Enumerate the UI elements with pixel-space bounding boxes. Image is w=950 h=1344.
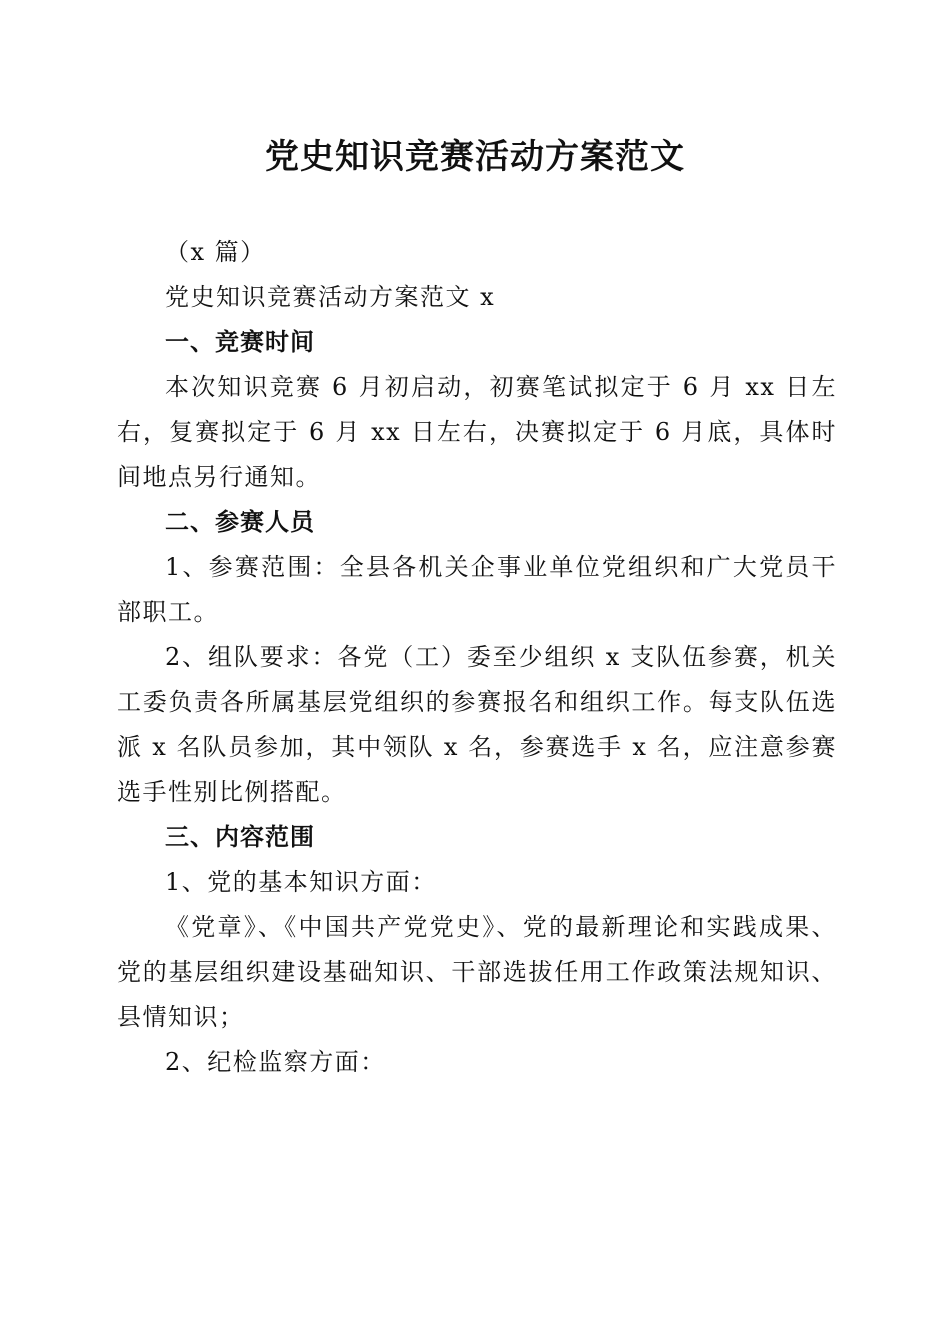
scope-item-2: 2、纪检监察方面：: [165, 1048, 386, 1076]
section-body-time: 本次知识竞赛 6 月初启动，初赛笔试拟定于 6 月 xx 日左右，复赛拟定于 6 月 xx 日左右，决赛拟定于 6 月底，具体时间地点另行通知。: [117, 373, 837, 491]
section-heading-time: 一、竞赛时间: [165, 328, 315, 356]
document-title: 党史知识竞赛活动方案范文: [265, 137, 685, 177]
participants-item-1: 1、参赛范围：全县各机关企事业单位党组织和广大党员干部职工。: [117, 553, 837, 626]
participants-item-2: 2、组队要求：各党（工）委至少组织 x 支队伍参赛，机关工委负责各所属基层党组织的参赛报名和组织工作。每支队伍选派 x 名队员参加，其中领队 x 名，参赛选手 x 名，应注意参赛选手性别比例搭配。: [117, 643, 837, 806]
document-body: [117, 230, 837, 1085]
scope-item-1: 1、党的基本知识方面：: [165, 868, 437, 896]
section-heading-participants: 二、参赛人员: [165, 508, 315, 536]
scope-item-1-detail: 《党章》、《中国共产党党史》、党的最新理论和实践成果、党的基层组织建设基础知识、干部选拔任用工作政策法规知识、县情知识；: [117, 913, 837, 1031]
doc-name-line: 党史知识竞赛活动方案范文 x: [165, 283, 496, 311]
subtitle-line: （x 篇）: [165, 238, 266, 266]
section-heading-scope: 三、内容范围: [165, 823, 315, 851]
